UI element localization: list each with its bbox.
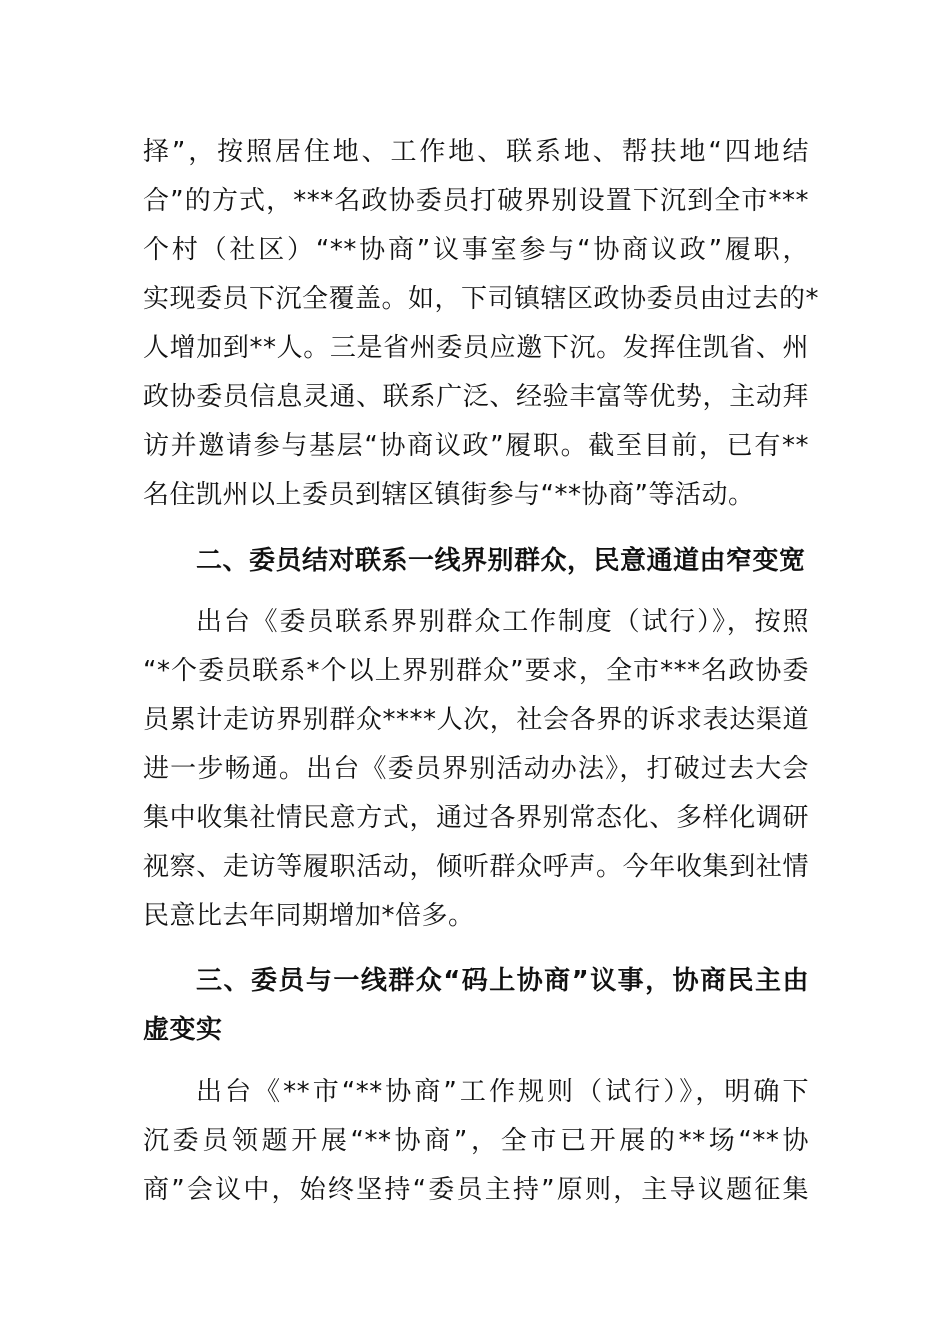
paragraph-line: 视察、走访等履职活动，倾听群众呼声。今年收集到社情 — [143, 852, 809, 882]
paragraph-2 — [143, 598, 809, 941]
heading-line: 虚变实 — [143, 1015, 223, 1045]
paragraph-line: 实现委员下沉全覆盖。如，下司镇辖区政协委员由过去的* — [143, 284, 820, 314]
paragraph-line: 个村（社区）“**协商”议事室参与“协商议政”履职， — [143, 235, 809, 265]
section-heading-3 — [143, 957, 809, 1055]
paragraph-1 — [143, 128, 820, 520]
paragraph-3 — [143, 1068, 809, 1215]
paragraph-line: 访并邀请参与基层“协商议政”履职。截至目前，已有** — [143, 431, 809, 461]
paragraph-line: 出台《委员联系界别群众工作制度（试行）》，按照 — [196, 607, 809, 637]
paragraph-line: 沉委员领题开展“**协商”，全市已开展的**场“**协 — [143, 1126, 809, 1156]
paragraph-line: 出台《**市“**协商”工作规则（试行）》，明确下 — [196, 1077, 809, 1107]
paragraph-line: 政协委员信息灵通、联系广泛、经验丰富等优势，主动拜 — [143, 382, 809, 412]
paragraph-line: 民意比去年同期增加*倍多。 — [143, 901, 475, 931]
paragraph-line: 集中收集社情民意方式，通过各界别常态化、多样化调研 — [143, 803, 809, 833]
paragraph-line: 商”会议中，始终坚持“委员主持”原则，主导议题征集 — [143, 1175, 809, 1205]
paragraph-line: 择”，按照居住地、工作地、联系地、帮扶地“四地结 — [143, 137, 809, 167]
paragraph-line: 人增加到**人。三是省州委员应邀下沉。发挥住凯省、州 — [143, 333, 809, 363]
heading-line: 二、委员结对联系一线界别群众，民意通道由窄变宽 — [196, 546, 806, 576]
heading-line: 三、委员与一线群众“码上协商”议事，协商民主由 — [196, 966, 809, 996]
paragraph-line: “*个委员联系*个以上界别群众”要求，全市***名政协委 — [143, 656, 809, 686]
paragraph-line: 员累计走访界别群众****人次，社会各界的诉求表达渠道 — [143, 705, 809, 735]
paragraph-line: 进一步畅通。出台《委员界别活动办法》，打破过去大会 — [143, 754, 809, 784]
section-heading-2 — [143, 537, 809, 586]
paragraph-line: 名住凯州以上委员到辖区镇街参与“**协商”等活动。 — [143, 480, 755, 510]
paragraph-line: 合”的方式，***名政协委员打破界别设置下沉到全市*** — [143, 186, 809, 216]
